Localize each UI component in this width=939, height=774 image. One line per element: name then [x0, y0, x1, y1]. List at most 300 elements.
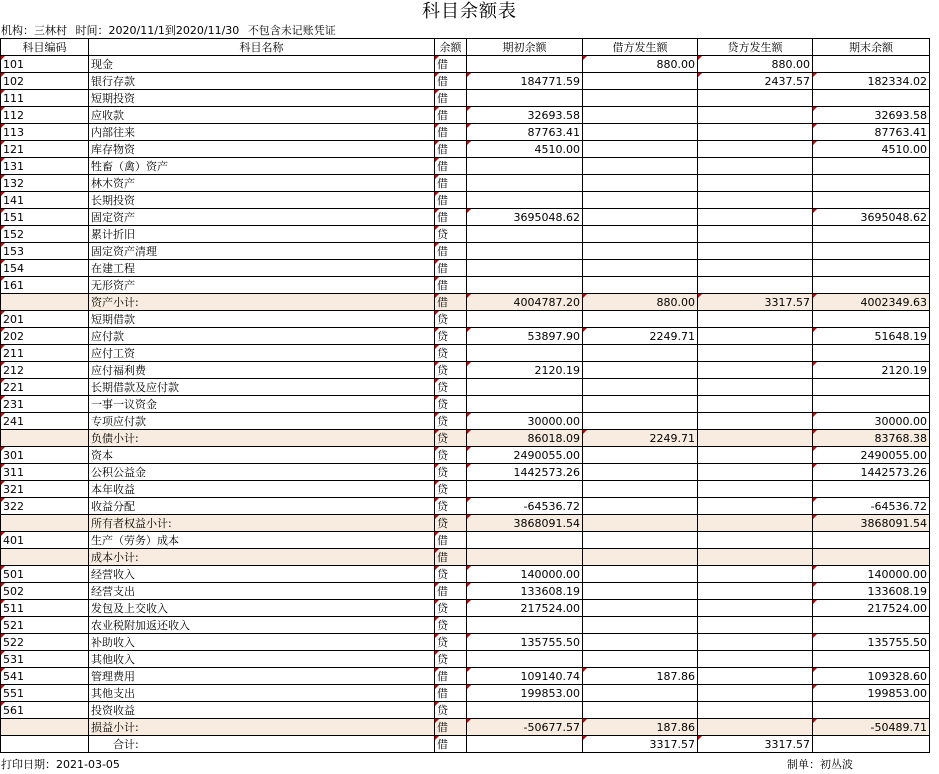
- account-code: 521: [1, 617, 89, 634]
- account-name: 资产小计:: [89, 294, 435, 311]
- opening-balance: [467, 226, 583, 243]
- table-row: [1, 175, 930, 192]
- credit-amount: [698, 413, 813, 430]
- opening-balance: 3695048.62: [467, 209, 583, 226]
- account-name: 专项应付款: [89, 413, 435, 430]
- subtotal-row: [1, 549, 930, 566]
- account-name: 长期借款及应付款: [89, 379, 435, 396]
- debit-amount: 187.86: [583, 668, 698, 685]
- opening-balance: 86018.09: [467, 430, 583, 447]
- debit-amount: [583, 90, 698, 107]
- closing-balance: [813, 243, 930, 260]
- balance-direction: 贷: [435, 566, 467, 583]
- table-row: [1, 243, 930, 260]
- closing-balance: [813, 311, 930, 328]
- opening-balance: -64536.72: [467, 498, 583, 515]
- balance-direction: 贷: [435, 362, 467, 379]
- debit-amount: [583, 617, 698, 634]
- header-credit: 贷方发生额: [698, 39, 813, 56]
- credit-amount: [698, 192, 813, 209]
- account-name: 牲畜（禽）资产: [89, 158, 435, 175]
- account-code: 561: [1, 702, 89, 719]
- balance-direction: 贷: [435, 651, 467, 668]
- account-name: 资本: [89, 447, 435, 464]
- account-code: 101: [1, 56, 89, 73]
- table-row: [1, 481, 930, 498]
- account-name: 无形资产: [89, 277, 435, 294]
- balance-direction: 借: [435, 260, 467, 277]
- account-name: 一事一议资金: [89, 396, 435, 413]
- account-code: 241: [1, 413, 89, 430]
- debit-amount: [583, 549, 698, 566]
- closing-balance: [813, 90, 930, 107]
- table-row: [1, 583, 930, 600]
- account-code: 141: [1, 192, 89, 209]
- balance-direction: 贷: [435, 464, 467, 481]
- credit-amount: [698, 90, 813, 107]
- debit-amount: [583, 481, 698, 498]
- credit-amount: [698, 668, 813, 685]
- balance-direction: 贷: [435, 447, 467, 464]
- opening-balance: [467, 617, 583, 634]
- debit-amount: [583, 209, 698, 226]
- credit-amount: [698, 379, 813, 396]
- balance-direction: 借: [435, 549, 467, 566]
- account-name: 短期借款: [89, 311, 435, 328]
- account-name: 长期投资: [89, 192, 435, 209]
- table-row: [1, 736, 930, 753]
- opening-balance: -50677.57: [467, 719, 583, 736]
- closing-balance: 30000.00: [813, 413, 930, 430]
- account-code: [1, 294, 89, 311]
- debit-amount: 187.86: [583, 719, 698, 736]
- account-code: 541: [1, 668, 89, 685]
- opening-balance: 1442573.26: [467, 464, 583, 481]
- credit-amount: [698, 481, 813, 498]
- account-code: 152: [1, 226, 89, 243]
- debit-amount: [583, 73, 698, 90]
- opening-balance: [467, 260, 583, 277]
- opening-balance: 135755.50: [467, 634, 583, 651]
- credit-amount: [698, 107, 813, 124]
- closing-balance: [813, 56, 930, 73]
- account-name: 损益小计:: [89, 719, 435, 736]
- opening-balance: 199853.00: [467, 685, 583, 702]
- account-name: 经营收入: [89, 566, 435, 583]
- account-name: 短期投资: [89, 90, 435, 107]
- account-code: 121: [1, 141, 89, 158]
- table-row: [1, 226, 930, 243]
- debit-amount: [583, 243, 698, 260]
- closing-balance: [813, 260, 930, 277]
- report-title: 科目余额表: [422, 1, 517, 22]
- table-row: [1, 464, 930, 481]
- account-name: 库存物资: [89, 141, 435, 158]
- opening-balance: [467, 532, 583, 549]
- account-code: 321: [1, 481, 89, 498]
- closing-balance: 3868091.54: [813, 515, 930, 532]
- debit-amount: 2249.71: [583, 430, 698, 447]
- org-label: 机构：三林村: [1, 24, 67, 37]
- debit-amount: 880.00: [583, 294, 698, 311]
- account-name: 管理费用: [89, 668, 435, 685]
- balance-direction: 贷: [435, 396, 467, 413]
- table-row: [1, 396, 930, 413]
- table-row: [1, 260, 930, 277]
- credit-amount: [698, 141, 813, 158]
- account-name: 成本小计:: [89, 549, 435, 566]
- opening-balance: [467, 311, 583, 328]
- opening-balance: 4004787.20: [467, 294, 583, 311]
- account-code: [1, 719, 89, 736]
- account-code: 211: [1, 345, 89, 362]
- balance-direction: 借: [435, 294, 467, 311]
- credit-amount: [698, 447, 813, 464]
- debit-amount: 3317.57: [583, 736, 698, 753]
- account-name: 农业税附加返还收入: [89, 617, 435, 634]
- table-row: [1, 668, 930, 685]
- account-name: 收益分配: [89, 498, 435, 515]
- debit-amount: [583, 447, 698, 464]
- balance-direction: 贷: [435, 379, 467, 396]
- opening-balance: 3868091.54: [467, 515, 583, 532]
- debit-amount: 2249.71: [583, 328, 698, 345]
- account-name: 应付工资: [89, 345, 435, 362]
- opening-balance: 87763.41: [467, 124, 583, 141]
- balance-direction: 贷: [435, 617, 467, 634]
- opening-balance: 2490055.00: [467, 447, 583, 464]
- credit-amount: [698, 260, 813, 277]
- debit-amount: [583, 260, 698, 277]
- table-row: [1, 566, 930, 583]
- balance-direction: 贷: [435, 345, 467, 362]
- opening-balance: [467, 481, 583, 498]
- note-label: 不包含未记账凭证: [247, 24, 336, 37]
- opening-balance: [467, 379, 583, 396]
- debit-amount: [583, 192, 698, 209]
- opening-balance: [467, 192, 583, 209]
- table-row: [1, 345, 930, 362]
- debit-amount: [583, 396, 698, 413]
- balance-direction: 贷: [435, 702, 467, 719]
- account-name: 投资收益: [89, 702, 435, 719]
- debit-amount: [583, 634, 698, 651]
- opening-balance: [467, 90, 583, 107]
- debit-amount: [583, 311, 698, 328]
- account-name: 固定资产清理: [89, 243, 435, 260]
- table-row: [1, 328, 930, 345]
- account-code: 132: [1, 175, 89, 192]
- account-code: 231: [1, 396, 89, 413]
- account-code: 301: [1, 447, 89, 464]
- closing-balance: [813, 379, 930, 396]
- closing-balance: 2120.19: [813, 362, 930, 379]
- debit-amount: [583, 651, 698, 668]
- debit-amount: [583, 379, 698, 396]
- table-row: [1, 56, 930, 73]
- account-name: 应付福利费: [89, 362, 435, 379]
- closing-balance: 3695048.62: [813, 209, 930, 226]
- balance-direction: 借: [435, 583, 467, 600]
- table-row: [1, 600, 930, 617]
- closing-balance: 32693.58: [813, 107, 930, 124]
- balance-direction: 借: [435, 736, 467, 753]
- debit-amount: [583, 277, 698, 294]
- balance-direction: 借: [435, 277, 467, 294]
- debit-amount: [583, 175, 698, 192]
- debit-amount: [583, 413, 698, 430]
- opening-balance: [467, 243, 583, 260]
- credit-amount: [698, 396, 813, 413]
- opening-balance: [467, 56, 583, 73]
- table-row: [1, 124, 930, 141]
- credit-amount: [698, 277, 813, 294]
- debit-amount: [583, 124, 698, 141]
- opening-balance: [467, 651, 583, 668]
- closing-balance: [813, 549, 930, 566]
- table-row: [1, 277, 930, 294]
- table-row: [1, 311, 930, 328]
- closing-balance: 1442573.26: [813, 464, 930, 481]
- account-code: 201: [1, 311, 89, 328]
- closing-balance: 83768.38: [813, 430, 930, 447]
- balance-direction: 贷: [435, 413, 467, 430]
- opening-balance: [467, 702, 583, 719]
- credit-amount: [698, 651, 813, 668]
- balance-direction: 借: [435, 532, 467, 549]
- account-name: 生产（劳务）成本: [89, 532, 435, 549]
- debit-amount: [583, 107, 698, 124]
- account-code: 522: [1, 634, 89, 651]
- balance-direction: 贷: [435, 498, 467, 515]
- credit-amount: [698, 362, 813, 379]
- closing-balance: [813, 702, 930, 719]
- balance-table: [0, 38, 930, 753]
- credit-amount: [698, 617, 813, 634]
- table-row: [1, 651, 930, 668]
- account-code: 511: [1, 600, 89, 617]
- debit-amount: [583, 141, 698, 158]
- credit-amount: [698, 583, 813, 600]
- balance-direction: 贷: [435, 226, 467, 243]
- closing-balance: 135755.50: [813, 634, 930, 651]
- opening-balance: 4510.00: [467, 141, 583, 158]
- account-name: 现金: [89, 56, 435, 73]
- debit-amount: [583, 362, 698, 379]
- opening-balance: 2120.19: [467, 362, 583, 379]
- account-name: 其他支出: [89, 685, 435, 702]
- account-code: 221: [1, 379, 89, 396]
- account-code: 151: [1, 209, 89, 226]
- table-row: [1, 90, 930, 107]
- period-label: 时间：2020/11/1到2020/11/30: [75, 24, 240, 37]
- balance-direction: 借: [435, 192, 467, 209]
- credit-amount: [698, 685, 813, 702]
- credit-amount: [698, 464, 813, 481]
- opening-balance: 53897.90: [467, 328, 583, 345]
- debit-amount: [583, 702, 698, 719]
- balance-direction: 借: [435, 243, 467, 260]
- balance-direction: 借: [435, 719, 467, 736]
- account-name: 负债小计:: [89, 430, 435, 447]
- balance-direction: 贷: [435, 515, 467, 532]
- credit-amount: [698, 328, 813, 345]
- table-row: [1, 158, 930, 175]
- closing-balance: [813, 345, 930, 362]
- balance-direction: 贷: [435, 311, 467, 328]
- balance-direction: 借: [435, 107, 467, 124]
- opening-balance: 217524.00: [467, 600, 583, 617]
- account-name: 应付款: [89, 328, 435, 345]
- header-closing: 期末余额: [813, 39, 930, 56]
- table-row: [1, 447, 930, 464]
- credit-amount: [698, 345, 813, 362]
- account-code: 401: [1, 532, 89, 549]
- debit-amount: 880.00: [583, 56, 698, 73]
- subtotal-row: [1, 294, 930, 311]
- credit-amount: [698, 175, 813, 192]
- account-code: 212: [1, 362, 89, 379]
- closing-balance: [813, 396, 930, 413]
- balance-direction: 贷: [435, 600, 467, 617]
- balance-direction: 贷: [435, 328, 467, 345]
- account-name: 林木资产: [89, 175, 435, 192]
- account-code: 502: [1, 583, 89, 600]
- account-name: 内部往来: [89, 124, 435, 141]
- opening-balance: [467, 277, 583, 294]
- credit-amount: [698, 515, 813, 532]
- header-direction: 余额: [435, 39, 467, 56]
- table-row: [1, 532, 930, 549]
- header-opening: 期初余额: [467, 39, 583, 56]
- credit-amount: [698, 226, 813, 243]
- closing-balance: [813, 532, 930, 549]
- credit-amount: [698, 600, 813, 617]
- table-header: [1, 39, 930, 56]
- account-code: 111: [1, 90, 89, 107]
- account-name: 固定资产: [89, 209, 435, 226]
- preparer: 制单：初丛波: [787, 758, 853, 771]
- credit-amount: 880.00: [698, 56, 813, 73]
- balance-direction: 借: [435, 158, 467, 175]
- account-name: 经营支出: [89, 583, 435, 600]
- report-meta: [1, 24, 341, 38]
- closing-balance: [813, 277, 930, 294]
- credit-amount: [698, 702, 813, 719]
- closing-balance: -50489.71: [813, 719, 930, 736]
- table-body: [1, 56, 930, 753]
- closing-balance: 182334.02: [813, 73, 930, 90]
- debit-amount: [583, 685, 698, 702]
- credit-amount: [698, 124, 813, 141]
- closing-balance: 133608.19: [813, 583, 930, 600]
- opening-balance: [467, 396, 583, 413]
- account-name: 其他收入: [89, 651, 435, 668]
- account-code: 113: [1, 124, 89, 141]
- closing-balance: 4002349.63: [813, 294, 930, 311]
- account-name: 在建工程: [89, 260, 435, 277]
- credit-amount: [698, 243, 813, 260]
- balance-direction: 贷: [435, 430, 467, 447]
- account-code: 161: [1, 277, 89, 294]
- account-code: 154: [1, 260, 89, 277]
- opening-balance: 140000.00: [467, 566, 583, 583]
- subtotal-row: [1, 719, 930, 736]
- closing-balance: 199853.00: [813, 685, 930, 702]
- account-code: 531: [1, 651, 89, 668]
- credit-amount: 3317.57: [698, 736, 813, 753]
- balance-direction: 贷: [435, 634, 467, 651]
- table-row: [1, 617, 930, 634]
- opening-balance: 109140.74: [467, 668, 583, 685]
- credit-amount: [698, 549, 813, 566]
- account-name: 应收款: [89, 107, 435, 124]
- opening-balance: 32693.58: [467, 107, 583, 124]
- table-row: [1, 141, 930, 158]
- opening-balance: [467, 158, 583, 175]
- table-row: [1, 107, 930, 124]
- credit-amount: [698, 209, 813, 226]
- subtotal-row: [1, 515, 930, 532]
- closing-balance: [813, 192, 930, 209]
- debit-amount: [583, 566, 698, 583]
- debit-amount: [583, 345, 698, 362]
- closing-balance: 2490055.00: [813, 447, 930, 464]
- debit-amount: [583, 600, 698, 617]
- closing-balance: [813, 736, 930, 753]
- debit-amount: [583, 515, 698, 532]
- account-name: 合计:: [89, 736, 435, 753]
- closing-balance: [813, 158, 930, 175]
- closing-balance: 4510.00: [813, 141, 930, 158]
- credit-amount: [698, 566, 813, 583]
- debit-amount: [583, 532, 698, 549]
- opening-balance: 30000.00: [467, 413, 583, 430]
- balance-direction: 贷: [435, 481, 467, 498]
- closing-balance: [813, 481, 930, 498]
- balance-direction: 借: [435, 141, 467, 158]
- account-code: 153: [1, 243, 89, 260]
- account-name: 发包及上交收入: [89, 600, 435, 617]
- balance-direction: 借: [435, 73, 467, 90]
- table-row: [1, 379, 930, 396]
- credit-amount: 3317.57: [698, 294, 813, 311]
- account-code: [1, 549, 89, 566]
- header-code: 科目编码: [1, 39, 89, 56]
- balance-direction: 借: [435, 56, 467, 73]
- table-row: [1, 413, 930, 430]
- table-row: [1, 498, 930, 515]
- table-row: [1, 209, 930, 226]
- header-name: 科目名称: [89, 39, 435, 56]
- table-row: [1, 702, 930, 719]
- account-code: [1, 515, 89, 532]
- credit-amount: 2437.57: [698, 73, 813, 90]
- credit-amount: [698, 430, 813, 447]
- balance-direction: 借: [435, 209, 467, 226]
- account-code: 322: [1, 498, 89, 515]
- table-row: [1, 634, 930, 651]
- closing-balance: [813, 651, 930, 668]
- table-row: [1, 192, 930, 209]
- account-code: 112: [1, 107, 89, 124]
- account-name: 补助收入: [89, 634, 435, 651]
- debit-amount: [583, 583, 698, 600]
- account-code: 311: [1, 464, 89, 481]
- print-date: 打印日期：2021-03-05: [1, 758, 120, 771]
- account-code: 102: [1, 73, 89, 90]
- credit-amount: [698, 311, 813, 328]
